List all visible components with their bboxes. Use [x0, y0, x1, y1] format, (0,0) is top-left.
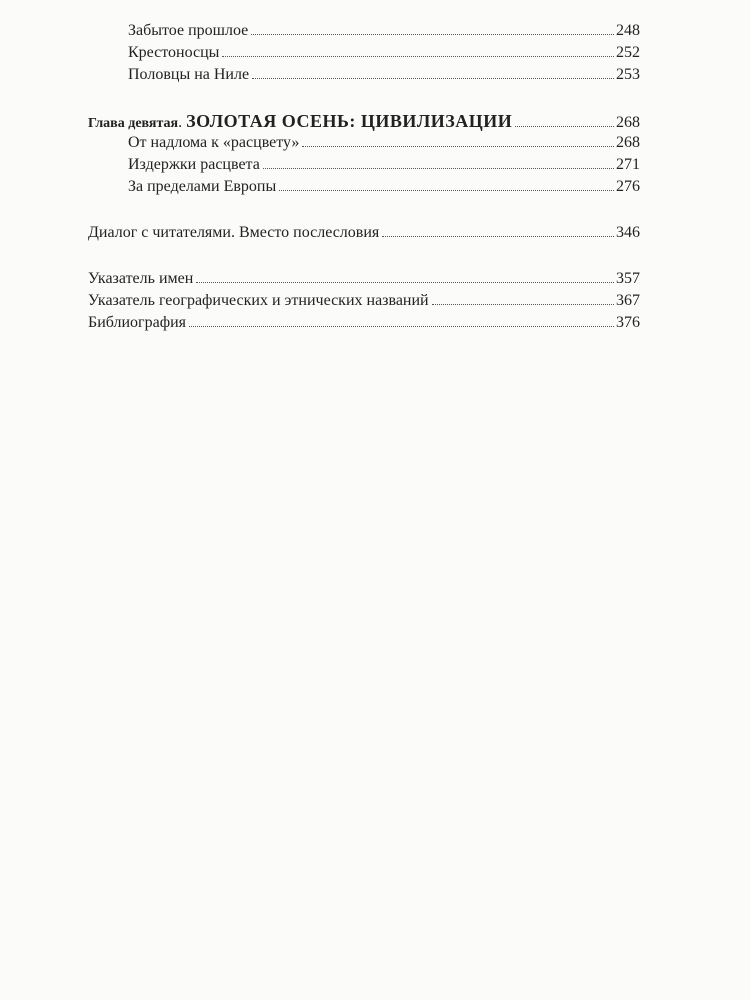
dot-leader [382, 236, 614, 237]
page-number: 271 [616, 156, 640, 173]
page-number: 376 [616, 314, 640, 331]
toc-subentry[interactable] [88, 20, 640, 42]
chapter-heading-text: Глава девятая. ЗОЛОТАЯ ОСЕНЬ: ЦИВИЛИЗАЦИИ [88, 111, 513, 131]
dot-leader [279, 190, 614, 191]
entry-title: Половцы на Ниле [128, 66, 250, 83]
section-gap [88, 244, 640, 268]
section-gap [88, 198, 640, 222]
entry-title: Издержки расцвета [128, 156, 260, 173]
toc-entry[interactable] [88, 312, 640, 334]
dot-leader [252, 78, 614, 79]
entry-title: Библиография [88, 314, 186, 331]
entry-title: За пределами Европы [128, 178, 277, 195]
page-number: 253 [616, 66, 640, 83]
page-number: 367 [616, 292, 640, 309]
table-of-contents [88, 20, 640, 334]
dot-leader [251, 34, 614, 35]
chapter-label: Глава девятая [88, 116, 179, 131]
page-number: 276 [616, 178, 640, 195]
page-number: 268 [616, 134, 640, 151]
dot-leader [432, 304, 614, 305]
toc-entry[interactable] [88, 290, 640, 312]
page-number: 252 [616, 44, 640, 61]
section-gap [88, 86, 640, 110]
toc-subentry[interactable] [88, 176, 640, 198]
page-number: 268 [616, 114, 640, 131]
chapter-title: ЗОЛОТАЯ ОСЕНЬ: ЦИВИЛИЗАЦИИ [186, 111, 513, 131]
entry-title: От надлома к «расцвету» [128, 134, 300, 151]
entry-title: Диалог с читателями. Вместо послесловия [88, 224, 380, 241]
toc-entry[interactable] [88, 268, 640, 290]
dot-leader [263, 168, 614, 169]
toc-subentry[interactable] [88, 42, 640, 64]
page-number: 346 [616, 224, 640, 241]
dot-leader [302, 146, 614, 147]
entry-title: Забытое прошлое [128, 22, 249, 39]
dot-leader [196, 282, 614, 283]
page-number: 248 [616, 22, 640, 39]
dot-leader [222, 56, 614, 57]
chapter-heading[interactable] [88, 110, 640, 132]
dot-leader [515, 126, 614, 127]
toc-subentry[interactable] [88, 64, 640, 86]
page-number: 357 [616, 270, 640, 287]
dot-leader [189, 326, 614, 327]
entry-title: Указатель имен [88, 270, 194, 287]
toc-subentry[interactable] [88, 132, 640, 154]
entry-title: Крестоносцы [128, 44, 220, 61]
toc-subentry[interactable] [88, 154, 640, 176]
entry-title: Указатель географических и этнических названий [88, 292, 429, 309]
toc-entry[interactable] [88, 222, 640, 244]
